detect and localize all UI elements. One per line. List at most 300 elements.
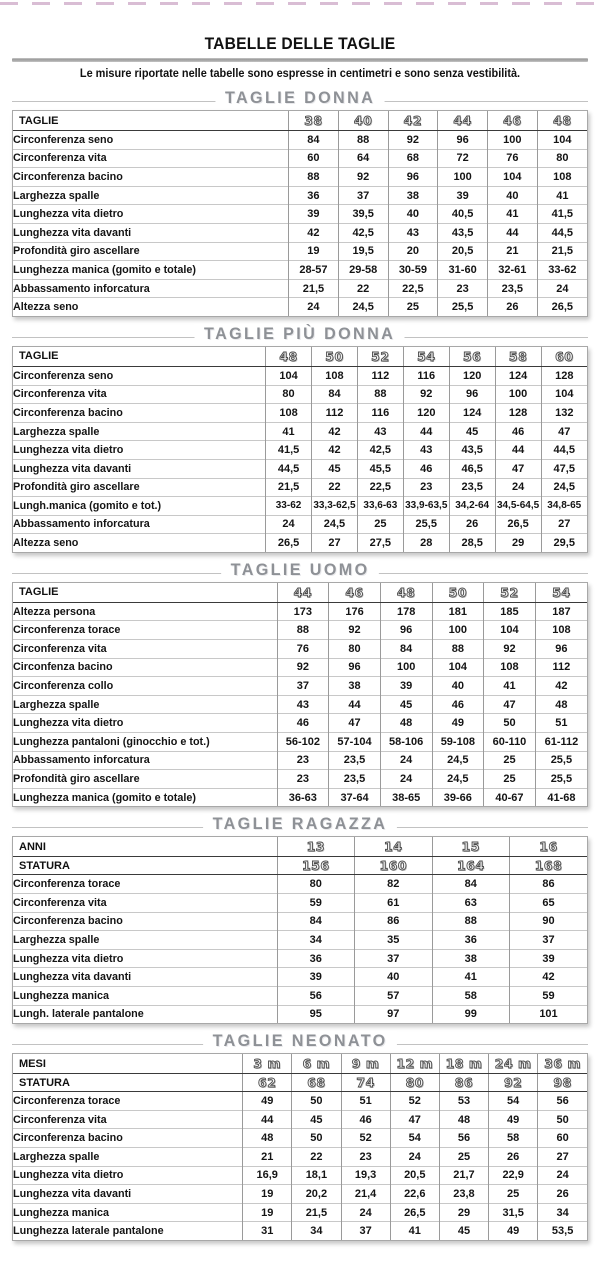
measurement-value: 47 [541, 422, 587, 441]
measurement-value: 25,5 [535, 770, 587, 789]
measurement-value: 42 [312, 422, 358, 441]
measurement-label: Circonferenza torace [13, 1094, 121, 1107]
measurement-value: 65 [509, 894, 587, 913]
measurement-value: 37-64 [329, 788, 381, 806]
measurement-value: 28 [403, 534, 449, 552]
measurement-value: 25 [484, 751, 536, 770]
measurement-label: Circonferenza collo [13, 677, 277, 696]
measurement-value: 37 [509, 931, 587, 950]
measurement-value: 24 [289, 298, 339, 316]
measurement-label: Lunghezza vita davanti [13, 223, 289, 242]
measurement-value: 26 [487, 298, 537, 316]
table-row [13, 770, 587, 789]
measurement-value: 22,5 [357, 478, 403, 497]
stature-header-cell: 86 [439, 1074, 488, 1092]
measurement-value: 39 [380, 677, 432, 696]
table-row [13, 478, 587, 497]
table-row [13, 1110, 587, 1129]
table-row [13, 422, 587, 441]
stature-header-cell: 68 [292, 1074, 341, 1092]
table-row [13, 149, 587, 168]
measurement-value: 21,5 [292, 1203, 341, 1222]
measurement-value: 33-62 [537, 261, 587, 280]
table-row [13, 658, 587, 677]
measurement-value: 53 [439, 1092, 488, 1111]
section-heading-label: TAGLIE NEONATO [203, 1031, 397, 1051]
size-table-2 [12, 582, 588, 808]
measurement-value: 37 [341, 1222, 390, 1240]
measurement-value: 22,6 [390, 1185, 439, 1204]
measurement-value: 112 [535, 658, 587, 677]
measurement-value: 24,5 [541, 478, 587, 497]
measurement-label: Lunghezza laterale pantalone [13, 1222, 243, 1240]
table-row [13, 949, 587, 968]
measurement-value: 25,5 [438, 298, 488, 316]
measurement-value: 24 [380, 751, 432, 770]
stature-header-cell: 62 [243, 1074, 292, 1092]
measurement-label: Lunghezza manica [13, 986, 277, 1005]
measurement-value: 45 [312, 459, 358, 478]
measurement-label: Lunghezza vita dietro [13, 1166, 243, 1185]
measurement-value: 27,5 [357, 534, 403, 552]
table-row [13, 1005, 587, 1023]
table-secondary-header-row [13, 1074, 587, 1092]
measurement-value: 43 [277, 695, 329, 714]
size-header-cell: 38 [289, 111, 339, 131]
measurement-label: Lungh. laterale pantalone [13, 1005, 277, 1023]
measurement-value: 90 [509, 912, 587, 931]
measurement-label: Profondità giro ascellare [13, 770, 277, 789]
measurement-value: 24,5 [432, 770, 484, 789]
measurement-value: 40,5 [438, 205, 488, 224]
table-secondary-header-row [13, 857, 587, 875]
measurement-value: 92 [388, 131, 438, 150]
size-header-cell: 15 [432, 837, 509, 857]
measurement-value: 46 [432, 695, 484, 714]
table-row [13, 640, 587, 659]
measurement-value: 27 [538, 1147, 587, 1166]
measurement-label: Circonferenza bacino [13, 404, 266, 423]
measurement-value: 34 [538, 1203, 587, 1222]
measurement-value: 48 [380, 714, 432, 733]
table-row [13, 261, 587, 280]
section-heading-1 [10, 324, 590, 344]
measurement-value: 36 [289, 186, 339, 205]
measurement-value: 68 [388, 149, 438, 168]
measurement-value: 108 [535, 621, 587, 640]
measurement-value: 27 [541, 515, 587, 534]
table-row [13, 441, 587, 460]
measurement-value: 108 [537, 168, 587, 187]
measurement-value: 88 [289, 168, 339, 187]
measurement-value: 41 [487, 205, 537, 224]
measurement-value: 33-62 [266, 497, 312, 516]
measurement-value: 42,5 [357, 441, 403, 460]
measurement-value: 104 [541, 385, 587, 404]
measurement-value: 42 [509, 968, 587, 987]
measurement-value: 33,9-63,5 [403, 497, 449, 516]
table-row [13, 298, 587, 316]
measurement-value: 25,5 [535, 751, 587, 770]
secondary-header-label-cell: STATURA [13, 1074, 243, 1092]
measurement-value: 21,5 [289, 279, 339, 298]
table-row [13, 733, 587, 752]
measurement-label: Larghezza spalle [13, 695, 277, 714]
measurement-value: 51 [535, 714, 587, 733]
measurement-label: Circonfenza bacino [13, 658, 277, 677]
measurement-value: 128 [495, 404, 541, 423]
measurement-label: Lunghezza vita davanti [13, 968, 277, 987]
measurement-value: 44 [487, 223, 537, 242]
measurement-value: 72 [438, 149, 488, 168]
measurement-value: 26,5 [390, 1203, 439, 1222]
measurement-value: 36 [277, 949, 354, 968]
measurement-value: 20,2 [292, 1185, 341, 1204]
measurement-value: 97 [355, 1005, 432, 1023]
table-row [13, 1203, 587, 1222]
measurement-label: Altezza seno [13, 298, 289, 316]
measurement-value: 47 [495, 459, 541, 478]
stature-header-cell: 80 [390, 1074, 439, 1092]
measurement-value: 41 [484, 677, 536, 696]
measurement-value: 25 [357, 515, 403, 534]
measurement-value: 23 [277, 751, 329, 770]
measurement-value: 43 [403, 441, 449, 460]
measurement-value: 50 [484, 714, 536, 733]
section-heading-2 [10, 560, 590, 580]
measurement-value: 95 [277, 1005, 354, 1023]
size-header-cell: 9 m [341, 1054, 390, 1074]
measurement-value: 58-106 [380, 733, 432, 752]
measurement-value: 27 [312, 534, 358, 552]
measurement-value: 23 [403, 478, 449, 497]
measurement-value: 100 [432, 621, 484, 640]
measurement-value: 104 [484, 621, 536, 640]
size-header-cell: 54 [403, 347, 449, 367]
measurement-value: 42 [289, 223, 339, 242]
measurement-value: 26 [538, 1185, 587, 1204]
measurement-value: 33,6-63 [357, 497, 403, 516]
measurement-label: Abbassamento inforcatura [13, 751, 277, 770]
measurement-label: Circonferenza vita [13, 1110, 243, 1129]
table-row [13, 1147, 587, 1166]
table-row [13, 534, 587, 552]
measurement-value: 96 [535, 640, 587, 659]
measurement-value: 104 [537, 131, 587, 150]
measurement-value: 26,5 [495, 515, 541, 534]
size-header-cell: 18 m [439, 1054, 488, 1074]
measurement-value: 37 [338, 186, 388, 205]
table-row [13, 1185, 587, 1204]
measurement-value: 41 [390, 1222, 439, 1240]
stature-header-cell: 98 [538, 1074, 587, 1092]
measurement-value: 40 [388, 205, 438, 224]
measurement-value: 24 [390, 1147, 439, 1166]
measurement-value: 38 [388, 186, 438, 205]
measurement-value: 24 [266, 515, 312, 534]
measurement-value: 96 [329, 658, 381, 677]
measurement-value: 46 [495, 422, 541, 441]
measurement-value: 173 [277, 602, 329, 621]
table-row [13, 1222, 587, 1240]
measurement-value: 23 [341, 1147, 390, 1166]
measurement-value: 25 [489, 1185, 538, 1204]
measurement-value: 36-63 [277, 788, 329, 806]
stature-header-cell: 92 [489, 1074, 538, 1092]
measurement-value: 23,5 [329, 770, 381, 789]
measurement-value: 19,3 [341, 1166, 390, 1185]
header-label-cell: TAGLIE [13, 111, 289, 131]
size-header-cell: 40 [338, 111, 388, 131]
measurement-value: 21 [243, 1147, 292, 1166]
table-row [13, 223, 587, 242]
measurement-value: 124 [495, 366, 541, 385]
measurement-value: 88 [357, 385, 403, 404]
measurement-value: 24,5 [432, 751, 484, 770]
measurement-label: Lunghezza vita dietro [13, 441, 266, 460]
measurement-label: Larghezza spalle [13, 1147, 243, 1166]
measurement-value: 21,5 [266, 478, 312, 497]
measurement-value: 108 [484, 658, 536, 677]
size-header-cell: 24 m [489, 1054, 538, 1074]
measurement-value: 31 [243, 1222, 292, 1240]
measurement-value: 26,5 [537, 298, 587, 316]
measurement-value: 24 [495, 478, 541, 497]
measurement-value: 112 [312, 404, 358, 423]
header-label-cell: TAGLIE [13, 347, 266, 367]
size-header-cell: 46 [487, 111, 537, 131]
measurement-label: Circonferenza vita [13, 640, 277, 659]
measurement-value: 88 [338, 131, 388, 150]
table-header-row [13, 347, 587, 367]
measurement-value: 40 [487, 186, 537, 205]
measurement-value: 28,5 [449, 534, 495, 552]
size-header-cell: 58 [495, 347, 541, 367]
table-row [13, 621, 587, 640]
measurement-value: 43,5 [438, 223, 488, 242]
measurement-value: 42 [312, 441, 358, 460]
measurement-value: 24,5 [312, 515, 358, 534]
measurement-label: Lunghezza vita dietro [13, 205, 289, 224]
measurement-value: 23 [438, 279, 488, 298]
measurement-value: 120 [449, 366, 495, 385]
measurement-value: 39 [277, 968, 354, 987]
measurement-value: 19 [243, 1203, 292, 1222]
measurement-value: 45 [449, 422, 495, 441]
measurement-label: Lunghezza manica (gomito e totale) [13, 261, 289, 280]
measurement-label: Profondità giro ascellare [13, 242, 289, 261]
measurement-label: Lunghezza manica (gomito e totale) [13, 788, 277, 806]
measurement-value: 92 [329, 621, 381, 640]
measurement-value: 92 [403, 385, 449, 404]
measurement-value: 124 [449, 404, 495, 423]
measurement-value: 128 [541, 366, 587, 385]
size-header-cell: 6 m [292, 1054, 341, 1074]
measurement-value: 21,7 [439, 1166, 488, 1185]
measurement-value: 47 [390, 1110, 439, 1129]
measurement-value: 18,1 [292, 1166, 341, 1185]
table-row [13, 677, 587, 696]
measurement-value: 48 [243, 1129, 292, 1148]
measurement-label: Circonferenza seno [13, 133, 114, 146]
size-header-cell: 12 m [390, 1054, 439, 1074]
measurement-value: 76 [487, 149, 537, 168]
measurement-value: 44 [329, 695, 381, 714]
table-row [13, 714, 587, 733]
measurement-value: 50 [538, 1110, 587, 1129]
table-row [13, 131, 587, 150]
measurement-label: Lunghezza vita davanti [13, 1185, 243, 1204]
measurement-value: 56 [277, 986, 354, 1005]
measurement-label: Circonferenza torace [13, 621, 277, 640]
measurement-value: 25 [388, 298, 438, 316]
measurement-value: 104 [266, 366, 312, 385]
measurement-label: Circonferenza vita [13, 385, 266, 404]
measurement-value: 100 [495, 385, 541, 404]
measurement-value: 48 [535, 695, 587, 714]
measurement-value: 181 [432, 602, 484, 621]
measurement-value: 60-110 [484, 733, 536, 752]
measurement-value: 76 [277, 640, 329, 659]
measurement-label: Circonferenza bacino [13, 1129, 243, 1148]
size-header-cell: 3 m [243, 1054, 292, 1074]
stature-header-cell: 156 [277, 857, 354, 875]
measurement-value: 112 [357, 366, 403, 385]
measurement-value: 21 [487, 242, 537, 261]
measurement-value: 92 [277, 658, 329, 677]
size-header-cell: 56 [449, 347, 495, 367]
measurement-value: 84 [432, 875, 509, 894]
table-row [13, 931, 587, 950]
measurement-value: 38 [329, 677, 381, 696]
measurement-value: 108 [266, 404, 312, 423]
measurement-value: 31-60 [438, 261, 488, 280]
table-row [13, 912, 587, 931]
measurement-value: 84 [289, 131, 339, 150]
table-row [13, 751, 587, 770]
measurement-label: Lunghezza pantaloni (ginocchio e tot.) [13, 733, 277, 752]
size-header-cell: 60 [541, 347, 587, 367]
header-label-cell: MESI [13, 1054, 243, 1074]
measurement-value: 19 [289, 242, 339, 261]
measurement-label: Lungh.manica (gomito e tot.) [13, 497, 266, 516]
size-header-cell: 36 m [538, 1054, 587, 1074]
size-header-cell: 44 [438, 111, 488, 131]
table-row [13, 1166, 587, 1185]
measurement-value: 21,5 [537, 242, 587, 261]
measurement-value: 20,5 [438, 242, 488, 261]
measurement-label: Lunghezza vita dietro [13, 714, 277, 733]
table-row [13, 968, 587, 987]
measurement-value: 43 [388, 223, 438, 242]
size-header-cell: 48 [380, 583, 432, 603]
measurement-value: 61-112 [535, 733, 587, 752]
measurement-value: 185 [484, 602, 536, 621]
measurement-value: 60 [538, 1129, 587, 1148]
measurement-value: 104 [487, 168, 537, 187]
measurement-value: 40 [432, 677, 484, 696]
stature-header-cell: 164 [432, 857, 509, 875]
measurement-value: 43 [357, 422, 403, 441]
measurement-value: 23,5 [487, 279, 537, 298]
size-table-1 [12, 346, 588, 553]
secondary-header-label-cell: STATURA [13, 857, 277, 875]
measurement-label: Lunghezza vita davanti [13, 459, 266, 478]
measurement-value: 34,8-65 [541, 497, 587, 516]
measurement-value: 37 [277, 677, 329, 696]
measurement-value: 48 [439, 1110, 488, 1129]
measurement-value: 20 [388, 242, 438, 261]
measurement-value: 64 [338, 149, 388, 168]
header-label-cell: ANNI [13, 837, 277, 857]
measurement-value: 46 [277, 714, 329, 733]
measurement-value: 29-58 [338, 261, 388, 280]
table-header-row [13, 837, 587, 857]
size-header-cell: 48 [266, 347, 312, 367]
section-heading-0 [10, 88, 590, 108]
size-header-cell: 13 [277, 837, 354, 857]
measurement-value: 92 [338, 168, 388, 187]
measurement-value: 41 [266, 422, 312, 441]
measurement-value: 47 [484, 695, 536, 714]
measurement-value: 59 [509, 986, 587, 1005]
size-table-0 [12, 110, 588, 317]
measurement-value: 32-61 [487, 261, 537, 280]
measurement-value: 53,5 [538, 1222, 587, 1240]
stature-header-cell: 74 [341, 1074, 390, 1092]
measurement-value: 44,5 [541, 441, 587, 460]
measurement-value: 80 [266, 385, 312, 404]
measurement-label: Circonferenza bacino [13, 168, 289, 187]
measurement-value: 56-102 [277, 733, 329, 752]
measurement-label: Circonferenza vita [13, 149, 289, 168]
measurement-value: 22,9 [489, 1166, 538, 1185]
measurement-value: 44,5 [266, 459, 312, 478]
section-heading-label: TAGLIE DONNA [215, 88, 384, 108]
measurement-value: 116 [357, 404, 403, 423]
measurement-value: 34,5-64,5 [495, 497, 541, 516]
table-row [13, 497, 587, 516]
measurement-value: 120 [403, 404, 449, 423]
table-row [13, 788, 587, 806]
measurement-value: 16,9 [243, 1166, 292, 1185]
measurement-value: 33,3-62,5 [312, 497, 358, 516]
measurement-value: 24 [537, 279, 587, 298]
measurement-value: 86 [355, 912, 432, 931]
size-header-cell: 44 [277, 583, 329, 603]
measurement-value: 178 [380, 602, 432, 621]
measurement-value: 49 [489, 1222, 538, 1240]
measurement-value: 29 [439, 1203, 488, 1222]
measurement-value: 24,5 [338, 298, 388, 316]
measurement-value: 52 [341, 1129, 390, 1148]
size-header-cell: 50 [432, 583, 484, 603]
measurement-value: 88 [277, 621, 329, 640]
measurement-value: 59 [277, 894, 354, 913]
measurement-value: 96 [380, 621, 432, 640]
measurement-value: 84 [277, 912, 354, 931]
table-row [13, 385, 587, 404]
measurement-value: 100 [487, 131, 537, 150]
measurement-value: 86 [509, 875, 587, 894]
measurement-value: 58 [432, 986, 509, 1005]
measurement-value: 41,5 [266, 441, 312, 460]
measurement-value: 57-104 [329, 733, 381, 752]
measurement-label: Larghezza spalle [13, 931, 277, 950]
measurement-value: 24 [380, 770, 432, 789]
measurement-value: 101 [509, 1005, 587, 1023]
measurement-label: Abbassamento inforcatura [13, 515, 266, 534]
